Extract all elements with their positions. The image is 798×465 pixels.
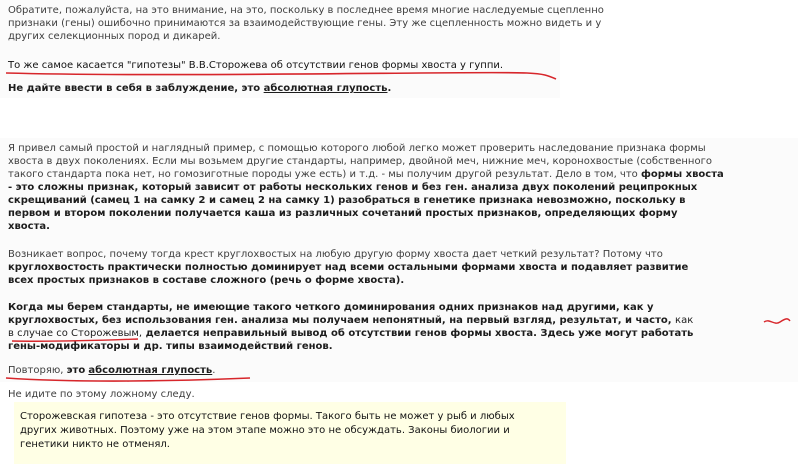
paragraph-line: других селекционных пород и дикарей.	[8, 31, 221, 42]
note-line: Сторожевская гипотеза - это отсутствие генов формы. Такого быть не может у рыб и любых	[20, 411, 515, 422]
paragraph-line: гены-модификаторы и др. типы взаимодействий генов.	[8, 341, 333, 352]
note-block	[14, 402, 566, 464]
paragraph-line: круглохвостость практически полностью доминирует над всеми остальными формами хвоста и подавляет развитие	[8, 262, 689, 273]
paragraph-line: первом и втором поколении получается каша из различных сочетаний простых признаков, определяющих форму	[8, 208, 678, 219]
tail-form-bold: формы хвоста	[640, 169, 724, 180]
paragraph-line: круглохвостых, без использования ген. анализа мы получаем непонятный, на первый взгляд, результат, и часто, как	[8, 315, 694, 326]
paragraph-line: хвоста.	[8, 221, 50, 232]
paragraph-line: в случае со Сторожевым, делается неправильный вывод об отсутствии генов формы хвоста. Здесь уже могут работать	[8, 328, 694, 339]
paragraph-line: признаки (гены) ошибочно принимаются за взаимодействующие гены. Эту же сцепленность можно видеть и у	[8, 18, 602, 29]
repeat-line: Повторяю, это абсолютная глупость.	[8, 365, 216, 376]
note-line: других животных. Поэтому уже на этом этапе можно это не обсуждать. Законы биологии и	[20, 425, 510, 436]
paragraph-line: Возникает вопрос, почему тогда крест круглохвостых на любую другую форму хвоста дает четкий результат? Потому что	[8, 249, 663, 260]
storozhev-case-text: в случае со Сторожевым,	[8, 328, 143, 339]
warning-line: Не дайте ввести в себя в заблуждение, это абсолютная глупость.	[8, 83, 392, 94]
paragraph-line: Я привел самый простой и наглядный пример, с помощью которого любой легко может проверить наследование признака формы	[8, 143, 706, 154]
paragraph-line: такого стандарта пока нет, но гомозиготные породы уже есть) и т.д. - мы получим другой результат. Дело в том, что формы хвоста	[8, 169, 724, 180]
note-line: генетики никто не отменял.	[20, 439, 170, 450]
paragraph-line: - это сложны признак, который зависит от работы нескольких генов и без ген. анализа двух поколений реципрокных	[8, 182, 698, 193]
paragraph-line: Когда мы берем стандарты, не имеющие такого четкого доминирования одних признаков над другими, как у	[8, 302, 654, 313]
paragraph-line: всех простых признаков в составе сложного (речь о форме хвоста).	[8, 275, 405, 286]
warning-text: Не дайте ввести в себя в заблуждение, это	[8, 83, 261, 94]
final-advice-line: Не идите по этому ложному следу.	[8, 389, 195, 400]
storozhev-hypothesis-line: То же самое касается "гипотезы" В.В.Сторожева об отсутствии генов формы хвоста у гуппи.	[8, 60, 504, 71]
main-text-block	[0, 138, 798, 382]
absolute-nonsense-link[interactable]: абсолютная глупость	[263, 83, 388, 94]
paragraph-line: скрещиваний (самец 1 на самку 2 и самец 2 на самку 1) разобраться в генетике признака невозможно, поскольку в	[8, 195, 686, 206]
top-text-block	[0, 0, 604, 98]
paragraph-line: хвоста в двух поколениях. Если мы возьмем другие стандарты, например, двойной меч, нижние меч, коронохвостые (собственного	[8, 156, 712, 167]
absolute-nonsense-link-2[interactable]: абсолютная глупость	[88, 365, 213, 376]
paragraph-line: Обратите, пожалуйста, на это внимание, на это, поскольку в последнее время многие наследуемые сцепленно	[8, 5, 604, 16]
